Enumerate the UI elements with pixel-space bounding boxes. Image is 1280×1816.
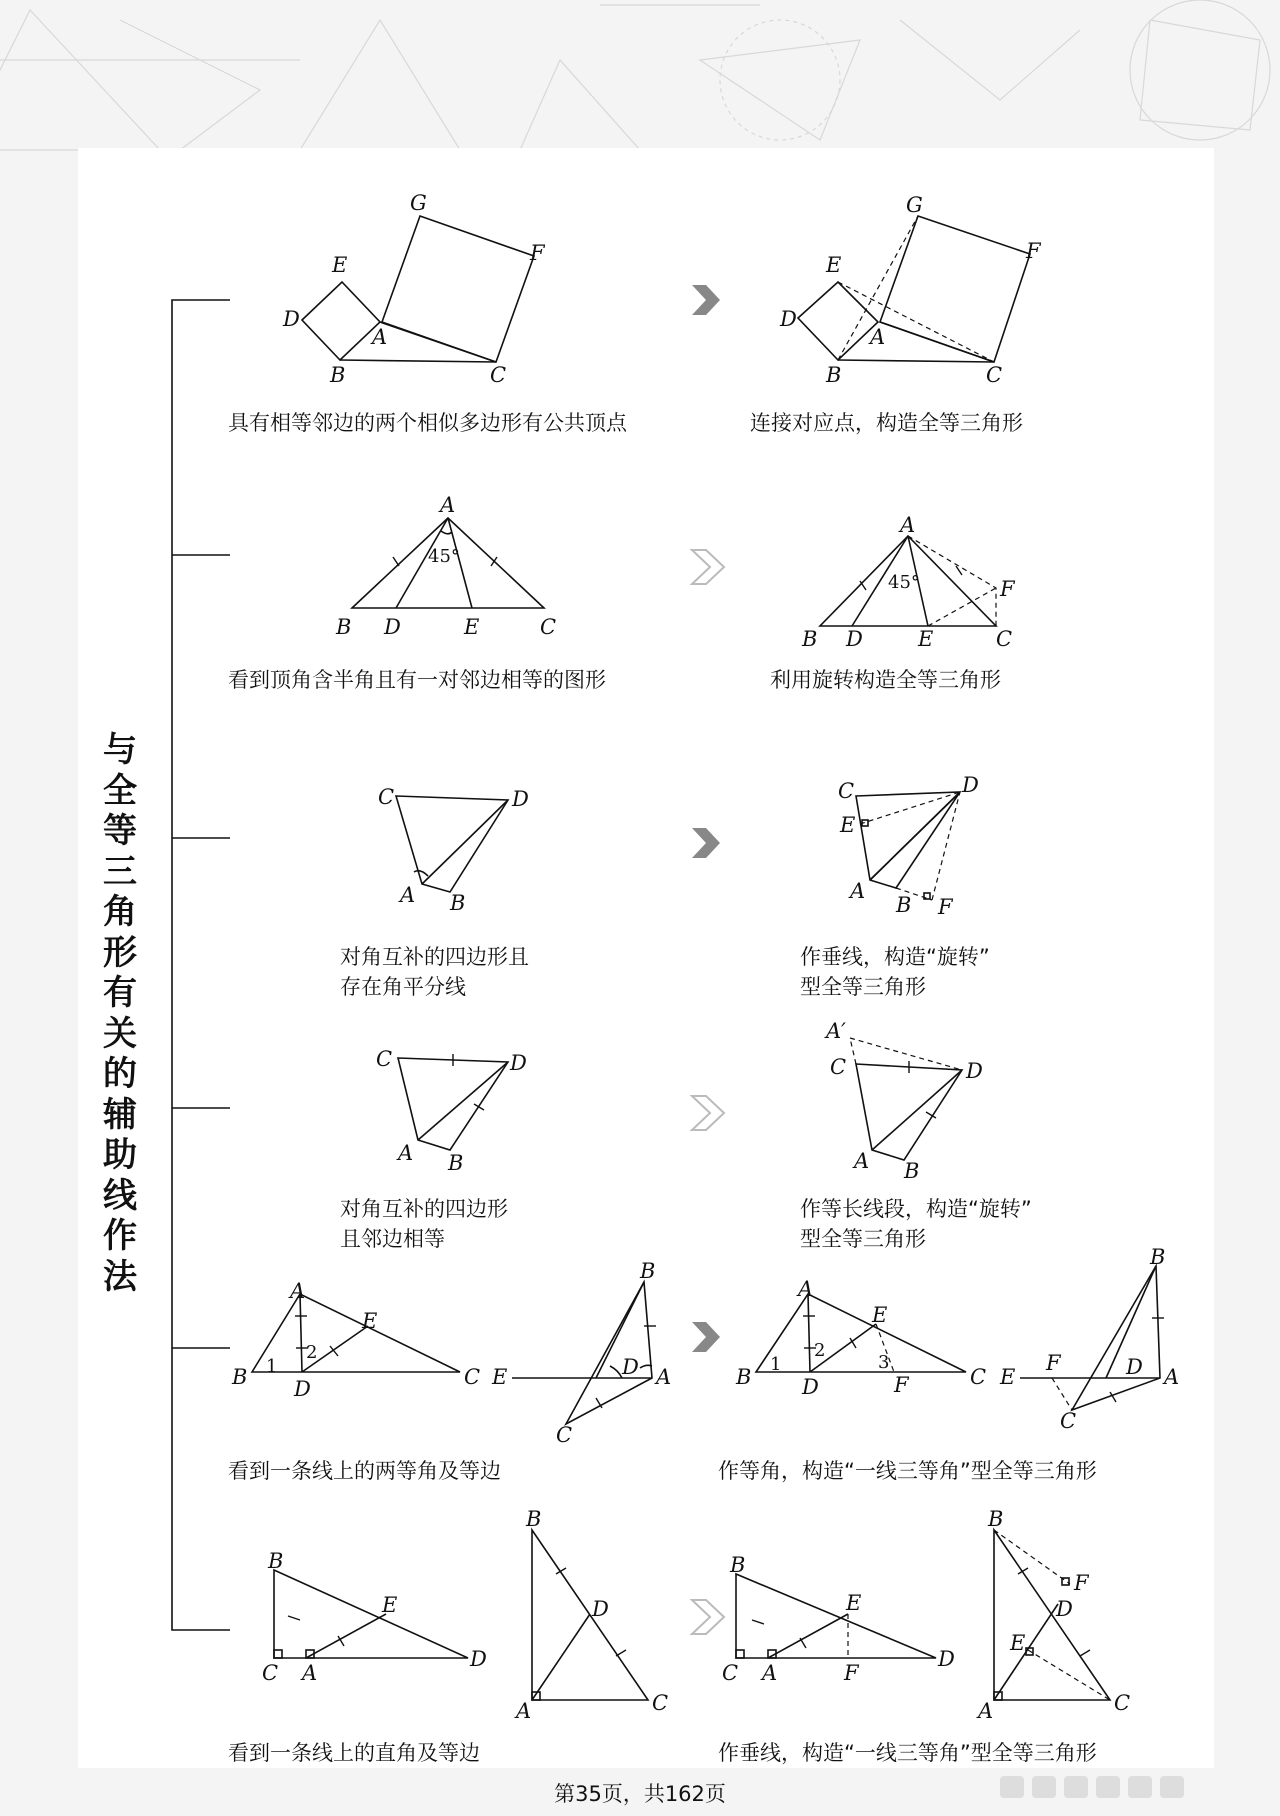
figure-quad-equal-right	[824, 1019, 983, 1183]
svg-text:C: C	[262, 1661, 279, 1685]
svg-text:B: B	[802, 627, 818, 651]
figure-one-line-angles-right	[735, 1277, 986, 1399]
svg-text:E: E	[492, 1365, 508, 1389]
figure-squares-left	[282, 191, 546, 387]
svg-text:A: A	[978, 1699, 994, 1723]
svg-text:F: F	[1046, 1351, 1061, 1375]
svg-text:B: B	[896, 893, 912, 917]
title-char: 有	[103, 973, 137, 1013]
svg-text:D: D	[966, 1059, 983, 1083]
svg-text:C: C	[1114, 1691, 1131, 1715]
svg-text:C: C	[540, 615, 557, 639]
svg-text:C: C	[556, 1423, 573, 1447]
figure-quad-bisector-left	[378, 785, 529, 915]
svg-text:D: D	[510, 1051, 527, 1075]
svg-text:C: C	[830, 1055, 847, 1079]
figure-right-angle-right	[722, 1553, 955, 1685]
svg-text:E: E	[362, 1309, 378, 1333]
svg-text:D: D	[962, 773, 979, 797]
svg-text:D: D	[512, 787, 529, 811]
svg-text:D: D	[846, 627, 863, 651]
svg-text:C: C	[378, 785, 395, 809]
svg-text:B: B	[904, 1159, 920, 1183]
watermark-icon	[1000, 1770, 1190, 1804]
svg-text:A: A	[1164, 1365, 1180, 1389]
title-char: 助	[103, 1135, 137, 1175]
svg-text:B: B	[336, 615, 352, 639]
caption-r2-left: 看到顶角含半角且有一对邻边相等的图形	[228, 668, 606, 692]
svg-text:C: C	[464, 1365, 481, 1389]
caption-r1-right: 连接对应点，构造全等三角形	[750, 411, 1023, 435]
caption-r4-left: 对角互补的四边形 且邻边相等	[340, 1197, 508, 1251]
caption-r6-right: 作垂线，构造“一线三等角”型全等三角形	[718, 1741, 1097, 1765]
svg-text:B: B	[526, 1507, 542, 1531]
svg-text:E: E	[872, 1303, 888, 1327]
svg-text:45°: 45°	[888, 572, 920, 593]
caption-r1-left: 具有相等邻边的两个相似多边形有公共顶点	[228, 411, 627, 435]
svg-text:E: E	[1010, 1631, 1026, 1655]
svg-text:C: C	[490, 363, 507, 387]
figure-half-angle-right	[801, 513, 1016, 651]
svg-text:A′: A′	[826, 1019, 846, 1043]
caption-r6-left: 看到一条线上的直角及等边	[228, 1741, 480, 1765]
title-char: 三	[103, 851, 137, 892]
svg-text:E: E	[840, 813, 856, 837]
svg-text:B: B	[730, 1553, 746, 1577]
svg-text:D: D	[780, 307, 797, 331]
svg-text:G: G	[410, 191, 427, 215]
title-char: 形	[103, 932, 137, 973]
svg-text:B: B	[826, 363, 842, 387]
title-char: 的	[103, 1054, 137, 1094]
svg-text:3: 3	[878, 1352, 890, 1373]
svg-text:D: D	[384, 615, 401, 639]
svg-text:A: A	[762, 1661, 778, 1685]
title-char: 与	[103, 730, 137, 770]
svg-text:G: G	[906, 193, 923, 217]
svg-text:B: B	[736, 1365, 752, 1389]
arrow-icon	[692, 1600, 724, 1634]
svg-text:E: E	[332, 253, 348, 277]
figure-quad-equal-left	[376, 1047, 527, 1175]
vertical-title	[100, 730, 140, 1297]
svg-text:E: E	[464, 615, 480, 639]
svg-text:C: C	[986, 363, 1003, 387]
svg-text:A: A	[290, 1279, 306, 1303]
svg-text:B: B	[448, 1151, 464, 1175]
svg-text:B: B	[268, 1549, 284, 1573]
svg-text:A: A	[854, 1149, 870, 1173]
svg-text:A: A	[440, 493, 456, 517]
svg-text:B: B	[640, 1259, 656, 1283]
svg-text:F: F	[844, 1661, 859, 1685]
svg-text:1: 1	[770, 1354, 782, 1375]
svg-text:1: 1	[266, 1356, 278, 1377]
title-char: 角	[103, 892, 137, 932]
svg-text:D: D	[470, 1647, 487, 1671]
figure-right-angle-left-b	[514, 1507, 668, 1723]
bracket	[172, 300, 230, 1630]
page-number: 第35页，共162页	[554, 1782, 726, 1806]
svg-text:2: 2	[814, 1340, 826, 1361]
svg-text:E: E	[1000, 1365, 1016, 1389]
title-char: 法	[103, 1256, 137, 1297]
title-char: 作	[103, 1216, 137, 1256]
figure-right-angle-left	[262, 1549, 487, 1685]
svg-text:D: D	[802, 1375, 819, 1399]
svg-text:F: F	[1026, 239, 1041, 263]
arrow-icon	[692, 1096, 724, 1130]
arrow-icon	[692, 285, 720, 315]
svg-text:B: B	[450, 891, 466, 915]
caption-r5-left: 看到一条线上的两等角及等边	[228, 1459, 501, 1483]
svg-text:D: D	[283, 307, 300, 331]
svg-text:B: B	[988, 1507, 1004, 1531]
svg-text:C: C	[652, 1691, 669, 1715]
svg-text:D: D	[622, 1355, 639, 1379]
svg-text:F: F	[530, 241, 545, 265]
svg-text:A: A	[398, 1141, 414, 1165]
figure-one-line-angles-left-b	[491, 1259, 671, 1447]
svg-text:E: E	[826, 253, 842, 277]
figure-right-angle-right-b	[976, 1507, 1130, 1723]
figure-one-line-angles-right-b	[999, 1245, 1179, 1433]
title-char: 全	[103, 770, 137, 811]
svg-text:A: A	[656, 1365, 672, 1389]
arrow-icon	[692, 1322, 720, 1352]
svg-text:B: B	[232, 1365, 248, 1389]
caption-r2-right: 利用旋转构造全等三角形	[770, 668, 1001, 692]
svg-text:C: C	[376, 1047, 393, 1071]
figure-quad-bisector-right	[838, 773, 979, 919]
figure-squares-right	[779, 193, 1042, 387]
svg-text:A: A	[900, 513, 916, 537]
svg-text:F: F	[1074, 1571, 1089, 1595]
svg-text:E: E	[918, 627, 934, 651]
svg-text:D: D	[294, 1377, 311, 1401]
svg-text:D: D	[1056, 1597, 1073, 1621]
svg-text:A: A	[372, 325, 388, 349]
caption-r4-right: 作等长线段，构造“旋转” 型全等三角形	[800, 1197, 1032, 1251]
svg-text:A: A	[302, 1661, 318, 1685]
svg-text:F: F	[938, 895, 953, 919]
svg-text:A: A	[850, 879, 866, 903]
svg-text:F: F	[1000, 577, 1015, 601]
title-char: 线	[103, 1175, 137, 1216]
svg-text:E: E	[382, 1593, 398, 1617]
svg-text:C: C	[722, 1661, 739, 1685]
svg-text:C: C	[1060, 1409, 1077, 1433]
title-char: 关	[103, 1013, 137, 1054]
svg-text:C: C	[970, 1365, 987, 1389]
svg-text:D: D	[592, 1597, 609, 1621]
svg-text:F: F	[894, 1373, 909, 1397]
svg-text:45°: 45°	[428, 546, 460, 567]
svg-text:A: A	[870, 325, 886, 349]
title-char: 辅	[103, 1094, 137, 1135]
svg-text:B: B	[1150, 1245, 1166, 1269]
arrow-icon	[692, 550, 724, 584]
caption-r3-left: 对角互补的四边形且 存在角平分线	[340, 945, 529, 999]
svg-text:A: A	[516, 1699, 532, 1723]
svg-text:D: D	[1126, 1355, 1143, 1379]
caption-r3-right: 作垂线，构造“旋转” 型全等三角形	[800, 945, 990, 999]
svg-text:E: E	[846, 1591, 862, 1615]
svg-text:A: A	[798, 1277, 814, 1301]
svg-text:C: C	[838, 779, 855, 803]
svg-text:A: A	[400, 883, 416, 907]
svg-text:D: D	[938, 1647, 955, 1671]
svg-text:C: C	[996, 627, 1013, 651]
svg-text:2: 2	[306, 1342, 318, 1363]
figure-half-angle-left	[335, 493, 556, 639]
arrow-icon	[692, 828, 720, 858]
figure-one-line-angles-left	[231, 1279, 480, 1401]
title-char: 等	[103, 811, 137, 851]
svg-text:B: B	[330, 363, 346, 387]
caption-r5-right: 作等角，构造“一线三等角”型全等三角形	[718, 1459, 1097, 1483]
